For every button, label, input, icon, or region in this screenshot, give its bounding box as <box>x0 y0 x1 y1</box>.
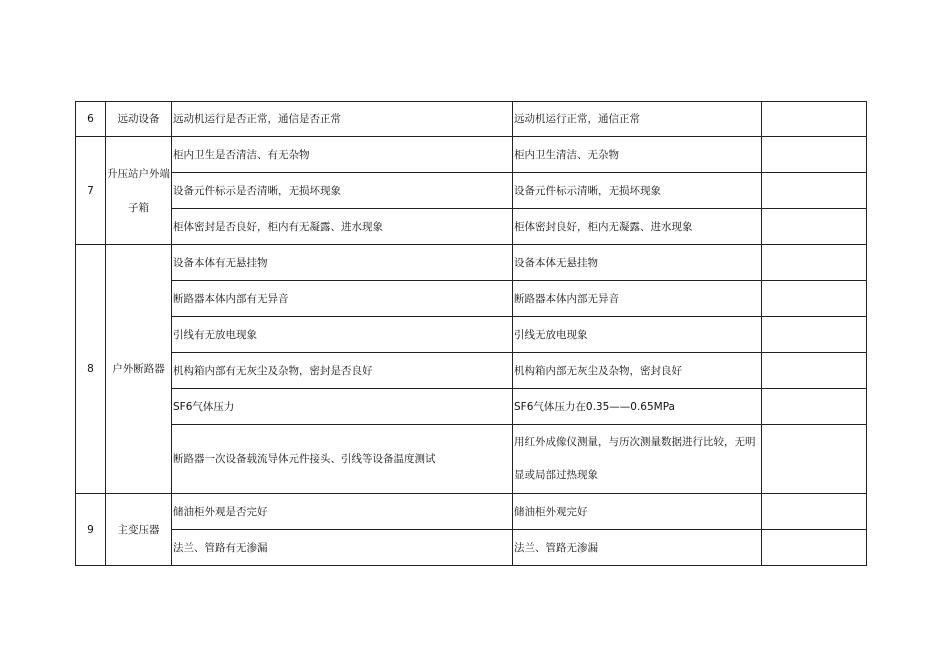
inspection-result: 远动机运行正常，通信正常 <box>513 102 762 137</box>
inspection-result: 法兰、管路无渗漏 <box>513 530 762 566</box>
inspection-item: 断路器一次设备载流导体元件接头、引线等设备温度测试 <box>172 425 513 494</box>
inspection-result: 储油柜外观完好 <box>513 494 762 530</box>
remark-cell <box>762 494 867 530</box>
inspection-result: SF6气体压力在0.35——0.65MPa <box>513 389 762 425</box>
remark-cell <box>762 353 867 389</box>
table-row <box>76 317 867 353</box>
table-row <box>76 281 867 317</box>
table-row <box>76 173 867 209</box>
table-row <box>76 102 867 137</box>
inspection-item: 远动机运行是否正常，通信是否正常 <box>172 102 513 137</box>
remark-cell <box>762 137 867 173</box>
inspection-result: 柜内卫生清洁、无杂物 <box>513 137 762 173</box>
remark-cell <box>762 389 867 425</box>
table-row <box>76 353 867 389</box>
row-number: 7 <box>76 137 106 245</box>
inspection-item: 设备本体有无悬挂物 <box>172 245 513 281</box>
inspection-item: 法兰、管路有无渗漏 <box>172 530 513 566</box>
row-number: 9 <box>76 494 106 566</box>
inspection-table <box>75 101 867 566</box>
device-name: 升压站户外端子箱 <box>106 137 172 245</box>
inspection-item: 机构箱内部有无灰尘及杂物，密封是否良好 <box>172 353 513 389</box>
inspection-result: 柜体密封良好，柜内无凝露、进水现象 <box>513 209 762 245</box>
inspection-result: 设备本体无悬挂物 <box>513 245 762 281</box>
inspection-item: 储油柜外观是否完好 <box>172 494 513 530</box>
table-row <box>76 245 867 281</box>
inspection-item: SF6气体压力 <box>172 389 513 425</box>
device-name: 主变压器 <box>106 494 172 566</box>
inspection-item: 断路器本体内部有无异音 <box>172 281 513 317</box>
inspection-result: 用红外成像仪测量，与历次测量数据进行比较，无明显或局部过热现象 <box>513 425 762 494</box>
remark-cell <box>762 173 867 209</box>
inspection-item: 柜内卫生是否清洁、有无杂物 <box>172 137 513 173</box>
remark-cell <box>762 317 867 353</box>
row-number: 8 <box>76 245 106 494</box>
remark-cell <box>762 281 867 317</box>
table-row <box>76 389 867 425</box>
device-name: 户外断路器 <box>106 245 172 494</box>
inspection-item: 引线有无放电现象 <box>172 317 513 353</box>
table-row <box>76 530 867 566</box>
table-row <box>76 425 867 494</box>
inspection-item: 柜体密封是否良好，柜内有无凝露、进水现象 <box>172 209 513 245</box>
remark-cell <box>762 102 867 137</box>
inspection-item: 设备元件标示是否清晰，无损坏现象 <box>172 173 513 209</box>
remark-cell <box>762 245 867 281</box>
device-name: 远动设备 <box>106 102 172 137</box>
remark-cell <box>762 530 867 566</box>
remark-cell <box>762 209 867 245</box>
inspection-result: 引线无放电现象 <box>513 317 762 353</box>
inspection-result: 机构箱内部无灰尘及杂物，密封良好 <box>513 353 762 389</box>
inspection-result: 设备元件标示清晰，无损坏现象 <box>513 173 762 209</box>
inspection-result: 断路器本体内部无异音 <box>513 281 762 317</box>
remark-cell <box>762 425 867 494</box>
table-row <box>76 209 867 245</box>
table-row <box>76 137 867 173</box>
row-number: 6 <box>76 102 106 137</box>
table-row <box>76 494 867 530</box>
